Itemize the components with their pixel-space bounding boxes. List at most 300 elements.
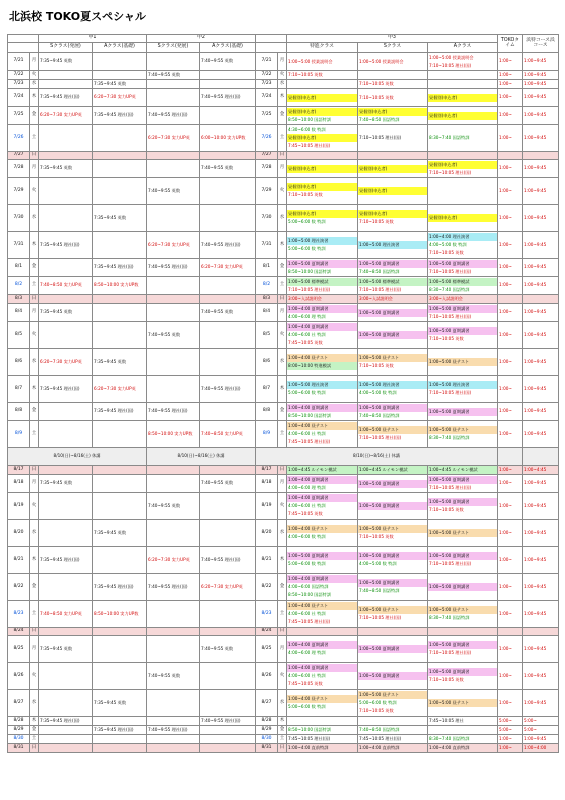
grade3-a-cell <box>428 663 498 690</box>
weekday-cell: 月 <box>30 304 39 322</box>
grade1-s-cell: 7:35~9:45 英数 <box>39 475 93 493</box>
weekday-cell-2: 火 <box>278 178 287 205</box>
header-s-class-3: Sクラス <box>358 43 428 53</box>
grade1-s-cell: 6:20~7:30 実力UP英 <box>39 107 93 125</box>
grade3-a-cell <box>428 520 498 547</box>
grade1-a-cell <box>93 717 147 726</box>
grade2-s-cell: 8:50~10:00 実力UP数 <box>147 421 200 448</box>
table-row <box>8 690 559 717</box>
date-cell-2: 8/22 <box>256 574 278 601</box>
date-cell-2: 7/31 <box>256 232 278 259</box>
grade1-s-cell <box>39 663 93 690</box>
table-row <box>8 547 559 574</box>
grade3-s-cell <box>358 232 428 259</box>
date-cell: 8/4 <box>8 304 30 322</box>
weekday-cell: 月 <box>30 636 39 663</box>
grade3-s-cell <box>358 322 428 349</box>
weekday-cell: 水 <box>30 205 39 232</box>
schedule-line: 7:10~10:05 理社(国) <box>359 286 402 292</box>
grade2-s-cell <box>147 80 200 89</box>
schedule-line: 1:00~5:00 昼テスト <box>428 606 497 614</box>
table-row <box>8 349 559 376</box>
date-cell: 7/31 <box>8 232 30 259</box>
grade1-a-cell: 7:35~9:45 理社(国) <box>93 107 147 125</box>
schedule-line: 1:00~5:00 授業説明会 <box>359 58 404 64</box>
schedule-line: 7:40~8:50 国語特訓 <box>359 412 400 418</box>
grade1-s-cell: 7:40~8:50 実力UP英 <box>39 277 93 295</box>
tokushin-cell <box>287 547 358 574</box>
grade3-s-cell <box>358 376 428 403</box>
table-row <box>8 448 559 466</box>
grade3-a-cell <box>428 125 498 152</box>
schedule-line: 1:00~5:00 理社演習 <box>358 241 427 249</box>
grade2-s-cell <box>147 376 200 403</box>
grade2-a-cell <box>200 71 256 80</box>
date-cell-2: 8/17 <box>256 466 278 475</box>
course-cell: 1:00~9:45 <box>523 277 559 295</box>
table-row <box>8 295 559 304</box>
grade2-s-cell: 7:40~9:55 理社(国) <box>147 107 200 125</box>
schedule-line: 8:50~10:00 国語特訓 <box>288 268 332 274</box>
toko-time-cell: 1:00~ <box>498 493 523 520</box>
grade3-a-cell <box>428 493 498 520</box>
date-cell-2: 8/20 <box>256 520 278 547</box>
weekday-cell: 土 <box>30 125 39 152</box>
weekday-cell-2: 土 <box>278 277 287 295</box>
table-row <box>8 421 559 448</box>
schedule-line: 1:00~5:00 昼テスト <box>428 358 497 366</box>
schedule-line: 1:00~5:00 理社演習 <box>358 381 427 389</box>
schedule-line: 1:00~4:45 ルイモン模試 <box>358 466 427 474</box>
schedule-line: 1:00~5:00 夏期講習 <box>428 583 497 591</box>
date-cell-2: 7/28 <box>256 160 278 178</box>
schedule-table <box>7 34 559 753</box>
date-cell: 8/27 <box>8 690 30 717</box>
schedule-line: 4:00~6:00 社 特訓 <box>288 611 326 616</box>
grade3-s-cell <box>358 493 428 520</box>
date-cell: 7/29 <box>8 178 30 205</box>
schedule-line: 昼個別(申込者) <box>358 108 427 116</box>
course-cell: 1:00~9:45 <box>523 574 559 601</box>
toko-time-cell: 1:00~ <box>498 53 523 71</box>
table-row <box>8 107 559 125</box>
grade3-a-cell <box>428 601 498 628</box>
grade3-s-cell <box>358 601 428 628</box>
weekday-cell-2: 日 <box>278 744 287 753</box>
weekday-cell: 火 <box>30 493 39 520</box>
schedule-line: 1:00~4:00 夏期講習 <box>287 323 357 331</box>
schedule-line: 4:00~6:00 理 特訓 <box>288 484 326 490</box>
grade2-a-cell: 7:40~9:55 理社(国) <box>200 547 256 574</box>
weekday-cell-2: 木 <box>278 717 287 726</box>
grade2-s-cell <box>147 205 200 232</box>
grade1-s-cell <box>39 403 93 421</box>
grade3-a-cell <box>428 628 498 636</box>
grade2-s-cell: 7:40~9:55 理社(国) <box>147 259 200 277</box>
toko-time-cell: 5:00~ <box>498 726 523 735</box>
tokushin-cell <box>287 259 358 277</box>
schedule-line: 1:00~5:00 理社演習 <box>287 381 357 389</box>
schedule-line: 1:00~5:00 標準模試 <box>358 278 427 286</box>
schedule-line: 7:10~10:05 理社(国) <box>429 313 472 319</box>
toko-time-cell: 1:00~ <box>498 107 523 125</box>
grade2-a-cell <box>200 178 256 205</box>
date-cell: 8/3 <box>8 295 30 304</box>
grade2-a-cell <box>200 107 256 125</box>
schedule-line: 1:00~5:00 夏期講習 <box>358 309 427 317</box>
grade3-s-cell <box>358 277 428 295</box>
grade3-s-cell <box>358 152 428 160</box>
schedule-line: 4:00~5:00 数 特訓 <box>359 561 397 566</box>
schedule-line: 7:10~10:05 英数 <box>359 708 394 713</box>
grade1-a-cell <box>93 125 147 152</box>
grade3-a-cell <box>428 376 498 403</box>
schedule-line: 1:00~5:00 夏期講習 <box>428 476 497 484</box>
weekday-cell: 日 <box>30 628 39 636</box>
date-cell-2: 8/3 <box>256 295 278 304</box>
schedule-line: 7:10~10:05 英数 <box>429 336 464 341</box>
grade1-s-cell <box>39 125 93 152</box>
grade3-s-cell <box>358 349 428 376</box>
date-cell: 8/17 <box>8 466 30 475</box>
tokushin-cell <box>287 466 358 475</box>
grade2-a-cell <box>200 466 256 475</box>
weekday-cell: 木 <box>30 547 39 574</box>
tokushin-cell <box>287 475 358 493</box>
date-cell: 8/24 <box>8 628 30 636</box>
date-cell: 8/18 <box>8 475 30 493</box>
toko-time-cell: 5:00~ <box>498 717 523 726</box>
weekday-cell: 金 <box>30 726 39 735</box>
grade3-a-cell <box>428 80 498 89</box>
course-cell <box>523 628 559 636</box>
tokushin-cell <box>287 376 358 403</box>
tokushin-cell <box>287 717 358 726</box>
tokushin-cell <box>287 349 358 376</box>
schedule-line: 8:30~7:40 国語特訓 <box>429 135 470 140</box>
table-row <box>8 663 559 690</box>
grade1-a-cell: 6:20~7:30 実力UP英 <box>93 376 147 403</box>
grade2-s-cell: 7:40~9:55 英数 <box>147 322 200 349</box>
table-row <box>8 259 559 277</box>
weekday-cell-2: 月 <box>278 304 287 322</box>
table-row <box>8 53 559 71</box>
schedule-line: 1:00~4:00 夏期講習 <box>287 575 357 583</box>
date-cell-2: 8/2 <box>256 277 278 295</box>
toko-time-cell: 1:00~ <box>498 322 523 349</box>
grade3-s-cell <box>358 735 428 744</box>
schedule-line: 1:00~5:00 夏期講習 <box>358 502 427 510</box>
schedule-line: 昼個別(申込者) <box>428 112 497 120</box>
weekday-cell: 土 <box>30 277 39 295</box>
date-cell-2: 8/29 <box>256 726 278 735</box>
weekday-cell-2: 日 <box>278 628 287 636</box>
schedule-line: 8:30~7:40 国語特訓 <box>429 286 470 292</box>
toko-time-cell <box>498 152 523 160</box>
schedule-line: 7:10~10:05 理社(国) <box>429 650 472 655</box>
grade3-a-cell <box>428 744 498 753</box>
grade3-a-cell <box>428 735 498 744</box>
toko-time-cell: 1:00~ <box>498 520 523 547</box>
toko-time-cell: 1:00~ <box>498 125 523 152</box>
schedule-line: 8:30~7:40 国語特訓 <box>429 435 470 440</box>
toko-time-cell: 1:00~ <box>498 277 523 295</box>
toko-time-cell: 1:00~ <box>498 475 523 493</box>
schedule-line: 7:10~10:05 英数 <box>359 363 394 368</box>
date-cell: 8/25 <box>8 636 30 663</box>
grade3-s-cell <box>358 160 428 178</box>
schedule-line: 昼個別(申込者) <box>428 214 497 222</box>
grade3-s-cell <box>358 726 428 735</box>
date-cell: 8/9 <box>8 421 30 448</box>
date-cell-2: 8/7 <box>256 376 278 403</box>
grade2-a-cell <box>200 690 256 717</box>
schedule-line: 7:45~10:05 英数 <box>288 511 323 516</box>
course-cell: 1:00~9:45 <box>523 475 559 493</box>
grade2-s-cell <box>147 520 200 547</box>
weekday-cell-2: 日 <box>278 466 287 475</box>
weekday-cell-2: 火 <box>278 663 287 690</box>
course-cell: 1:00~9:45 <box>523 304 559 322</box>
course-cell: 1:00~9:45 <box>523 160 559 178</box>
date-cell-2: 8/31 <box>256 744 278 753</box>
grade3-s-cell <box>358 636 428 663</box>
grade1-a-cell: 7:35~9:45 英数 <box>93 349 147 376</box>
table-row <box>8 717 559 726</box>
grade2-s-cell <box>147 304 200 322</box>
weekday-cell-2: 水 <box>278 520 287 547</box>
tokushin-cell <box>287 107 358 125</box>
schedule-line: 1:00~5:00 昼テスト <box>428 529 497 537</box>
tokushin-cell <box>287 295 358 304</box>
grade1-s-cell: 7:35~9:45 英数 <box>39 304 93 322</box>
weekday-cell: 土 <box>30 601 39 628</box>
toko-time-cell: 1:00~ <box>498 80 523 89</box>
grade3-s-cell <box>358 663 428 690</box>
grade3-a-cell <box>428 277 498 295</box>
date-cell: 8/31 <box>8 744 30 753</box>
weekday-cell-2: 金 <box>278 403 287 421</box>
schedule-line: 7:45~10:05 理社(国) <box>288 143 331 148</box>
schedule-line: 1:00~5:00 昼テスト <box>358 354 427 362</box>
grade2-a-cell <box>200 80 256 89</box>
tokushin-cell <box>287 403 358 421</box>
grade1-a-cell <box>93 735 147 744</box>
schedule-line: 4:00~6:00 理 特訓 <box>288 650 326 655</box>
schedule-line: 1:00~4:00 直前特訓 <box>359 745 400 750</box>
grade3-a-cell <box>428 232 498 259</box>
course-cell: 1:00~9:45 <box>523 421 559 448</box>
schedule-line: 7:10~10:05 英数 <box>429 507 464 512</box>
header-s-class-2: Sクラス(発展) <box>147 43 200 53</box>
weekday-cell: 水 <box>30 80 39 89</box>
course-cell: 1:00~9:45 <box>523 601 559 628</box>
schedule-line: 7:10~10:05 理社(国) <box>429 62 472 68</box>
course-cell: 1:00~4:45 <box>523 466 559 475</box>
schedule-line: 3:00~入試説明会 <box>288 296 322 301</box>
header-grade-1: 中1 <box>39 35 147 43</box>
date-cell: 7/27 <box>8 152 30 160</box>
schedule-line: 7:10~10:05 理社(国) <box>359 135 402 140</box>
weekday-cell: 水 <box>30 349 39 376</box>
course-cell: 1:00~9:45 <box>523 232 559 259</box>
schedule-line: 1:00~5:00 夏期講習 <box>428 408 497 416</box>
schedule-line: 1:00~4:00 理社演習 <box>428 233 497 241</box>
grade1-a-cell <box>93 53 147 71</box>
grade2-a-cell: 7:40~9:55 理社(国) <box>200 89 256 107</box>
schedule-line: 1:00~5:00 昼テスト <box>358 525 427 533</box>
grade2-a-cell <box>200 493 256 520</box>
schedule-line: 7:10~10:05 理社(国) <box>288 286 331 292</box>
toko-time-cell: 1:00~ <box>498 71 523 80</box>
grade1-s-cell <box>39 628 93 636</box>
grade2-s-cell <box>147 475 200 493</box>
course-cell: 1:00~9:45 <box>523 403 559 421</box>
weekday-cell: 日 <box>30 466 39 475</box>
schedule-line: 4:00~6:00 理 特訓 <box>288 313 326 319</box>
grade3-s-cell <box>358 421 428 448</box>
grade1-a-cell <box>93 160 147 178</box>
course-cell: 5:00~ <box>523 717 559 726</box>
grade1-a-cell <box>93 466 147 475</box>
course-cell: 1:00~9:45 <box>523 107 559 125</box>
grade2-s-cell <box>147 160 200 178</box>
cell-blank <box>523 448 559 466</box>
grade1-a-cell: 7:35~9:45 英数 <box>93 205 147 232</box>
weekday-cell: 木 <box>30 89 39 107</box>
grade3-a-cell <box>428 717 498 726</box>
grade1-s-cell: 7:40~8:50 実力UP英 <box>39 601 93 628</box>
schedule-line: 4:00~6:00 国語特訓 <box>288 584 329 589</box>
date-cell-2: 8/21 <box>256 547 278 574</box>
schedule-line: 1:00~5:00 理社演習 <box>428 381 497 389</box>
course-cell: 1:00~9:45 <box>523 349 559 376</box>
date-cell: 7/26 <box>8 125 30 152</box>
table-row <box>8 475 559 493</box>
course-cell: 1:00~9:45 <box>523 178 559 205</box>
grade3-a-cell <box>428 403 498 421</box>
schedule-line: 5:00~6:00 数 特訓 <box>288 390 326 395</box>
grade1-a-cell <box>93 304 147 322</box>
toko-time-cell: 1:00~ <box>498 574 523 601</box>
grade3-a-cell <box>428 421 498 448</box>
schedule-line: 8:50~10:00 国語特訓 <box>288 116 332 122</box>
toko-time-cell: 1:00~ <box>498 232 523 259</box>
tokushin-cell <box>287 160 358 178</box>
weekday-cell: 木 <box>30 232 39 259</box>
break-note-grade-2: 8/10(日)~8/16(土) 休講 <box>147 448 256 466</box>
weekday-cell: 火 <box>30 663 39 690</box>
weekday-cell-2: 火 <box>278 493 287 520</box>
grade3-s-cell <box>358 295 428 304</box>
grade2-s-cell: 6:20~7:30 実力UP英 <box>147 547 200 574</box>
tokushin-cell <box>287 735 358 744</box>
grade1-a-cell: 8:50~10:00 実力UP数 <box>93 277 147 295</box>
grade2-a-cell <box>200 726 256 735</box>
grade3-a-cell <box>428 636 498 663</box>
schedule-line: 1:00~4:00 夏期講習 <box>287 305 357 313</box>
grade1-s-cell <box>39 466 93 475</box>
schedule-line: 昼個別(申込者) <box>287 94 357 102</box>
table-row <box>8 493 559 520</box>
page-title: 北浜校 TOKO夏スペシャル <box>9 10 146 23</box>
toko-time-cell: 1:00~ <box>498 547 523 574</box>
grade3-a-cell <box>428 107 498 125</box>
date-cell-2: 8/25 <box>256 636 278 663</box>
tokushin-cell <box>287 53 358 71</box>
course-cell: 1:00~9:45 <box>523 690 559 717</box>
schedule-line: 7:10~10:05 英数 <box>359 81 394 86</box>
grade1-s-cell <box>39 71 93 80</box>
weekday-cell-2: 水 <box>278 205 287 232</box>
grade1-s-cell <box>39 690 93 717</box>
schedule-line: 8:30~7:40 国語特訓 <box>429 615 470 620</box>
grade1-a-cell <box>93 493 147 520</box>
schedule-line: 7:10~10:05 英数 <box>429 250 464 255</box>
grade2-s-cell <box>147 744 200 753</box>
date-cell-2: 7/24 <box>256 89 278 107</box>
grade1-a-cell <box>93 663 147 690</box>
grade1-a-cell <box>93 295 147 304</box>
weekday-cell-2: 金 <box>278 726 287 735</box>
grade1-s-cell: 7:35~9:45 英数 <box>39 160 93 178</box>
grade1-s-cell <box>39 295 93 304</box>
schedule-line: 1:00~5:00 昼テスト <box>428 699 497 707</box>
grade1-s-cell: 7:35~9:45 英数 <box>39 636 93 663</box>
date-cell-2: 8/18 <box>256 475 278 493</box>
toko-time-cell: 1:00~ <box>498 178 523 205</box>
date-cell-2: 8/8 <box>256 403 278 421</box>
grade2-a-cell <box>200 403 256 421</box>
grade2-s-cell: 7:40~9:55 理社(国) <box>147 574 200 601</box>
grade1-s-cell: 7:35~9:45 理社(国) <box>39 717 93 726</box>
tokushin-cell <box>287 205 358 232</box>
grade3-s-cell <box>358 547 428 574</box>
schedule-line: 1:00~5:00 授業説明会 <box>429 54 474 60</box>
date-cell-2: 8/23 <box>256 601 278 628</box>
weekday-cell-2: 水 <box>278 80 287 89</box>
schedule-line: 7:10~10:05 英数 <box>288 192 323 197</box>
grade3-s-cell <box>358 71 428 80</box>
date-cell-2: 8/26 <box>256 663 278 690</box>
schedule-line: 8:30~7:40 国語特訓 <box>429 736 470 741</box>
weekday-cell: 月 <box>30 53 39 71</box>
header-a-class-2: Aクラス(基礎) <box>200 43 256 53</box>
schedule-line: 7:45~10:05 理社 <box>429 718 464 723</box>
course-cell: 1:00~9:45 <box>523 735 559 744</box>
table-row <box>8 403 559 421</box>
grade3-a-cell <box>428 178 498 205</box>
grade2-s-cell <box>147 636 200 663</box>
grade2-s-cell: 7:40~9:55 英数 <box>147 71 200 80</box>
grade2-s-cell: 7:40~9:55 英数 <box>147 178 200 205</box>
grade3-a-cell <box>428 205 498 232</box>
weekday-cell-2: 月 <box>278 475 287 493</box>
grade1-s-cell <box>39 178 93 205</box>
grade1-a-cell <box>93 744 147 753</box>
course-cell: 1:00~9:45 <box>523 71 559 80</box>
date-cell-2: 8/1 <box>256 259 278 277</box>
schedule-line: 7:10~10:05 理社(国) <box>359 615 402 620</box>
schedule-line: 1:00~4:00 夏期講習 <box>287 476 357 484</box>
schedule-line: 1:00~4:00 昼テスト <box>287 354 357 362</box>
schedule-line: 1:00~5:00 夏期講習 <box>358 552 427 560</box>
grade2-s-cell: 7:40~9:55 理社(国) <box>147 726 200 735</box>
date-cell: 7/21 <box>8 53 30 71</box>
grade2-a-cell: 6:20~7:30 実力UP英 <box>200 574 256 601</box>
grade2-a-cell <box>200 295 256 304</box>
header-toko-time: TOKOタイム <box>498 35 523 53</box>
